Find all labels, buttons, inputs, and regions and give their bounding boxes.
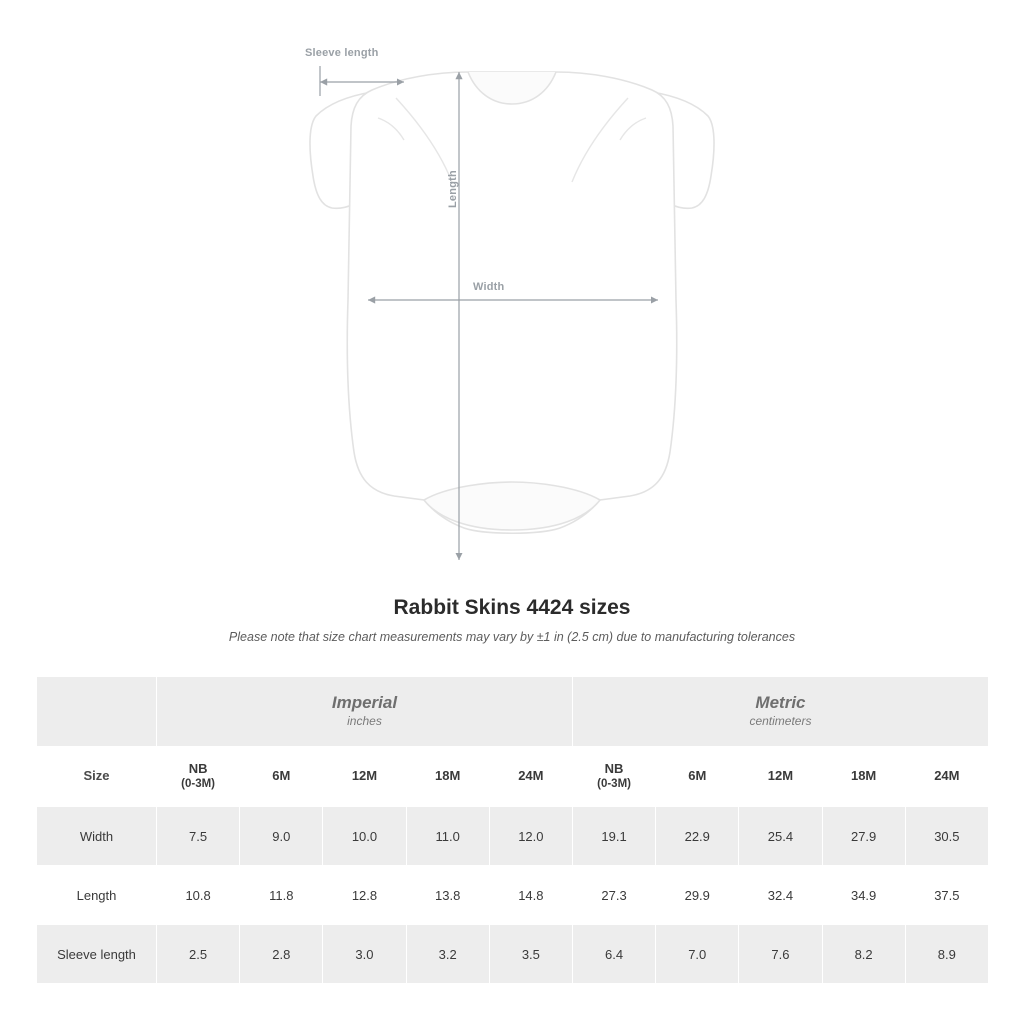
header-col-12m-imperial: 12M bbox=[323, 747, 406, 807]
header-col-label: NB bbox=[188, 761, 208, 777]
row-label-length: Length bbox=[37, 866, 157, 925]
unit-imperial-name: Imperial bbox=[331, 693, 398, 713]
cell-width-18m-in: 11.0 bbox=[406, 807, 489, 866]
tolerance-note: Please note that size chart measurements may vary by ±1 in (2.5 cm) due to manufacturing tolerances bbox=[228, 630, 796, 644]
header-col-sub: (0-3M) bbox=[597, 778, 631, 791]
cell-length-6m-in: 11.8 bbox=[240, 866, 323, 925]
unit-imperial-sub: inches bbox=[347, 713, 382, 728]
cell-width-18m-cm: 27.9 bbox=[822, 807, 905, 866]
cell-sleeve-18m-cm: 8.2 bbox=[822, 925, 905, 984]
cell-sleeve-18m-in: 3.2 bbox=[406, 925, 489, 984]
annotation-length: Length bbox=[447, 170, 459, 208]
header-col-24m-metric: 24M bbox=[905, 747, 988, 807]
cell-length-24m-in: 14.8 bbox=[489, 866, 572, 925]
cell-length-12m-cm: 32.4 bbox=[739, 866, 822, 925]
cell-width-6m-cm: 22.9 bbox=[656, 807, 739, 866]
unit-metric bbox=[572, 677, 988, 747]
cell-sleeve-nb-in: 2.5 bbox=[157, 925, 240, 984]
header-col-nb-metric bbox=[572, 747, 655, 807]
header-col-nb-imperial bbox=[157, 747, 240, 807]
table-row bbox=[37, 925, 989, 984]
cell-sleeve-12m-cm: 7.6 bbox=[739, 925, 822, 984]
header-col-12m-metric: 12M bbox=[739, 747, 822, 807]
cell-sleeve-24m-in: 3.5 bbox=[489, 925, 572, 984]
annotation-width: Width bbox=[473, 281, 505, 293]
cell-sleeve-nb-cm: 6.4 bbox=[572, 925, 655, 984]
header-col-label: NB bbox=[604, 761, 624, 777]
cell-width-12m-cm: 25.4 bbox=[739, 807, 822, 866]
header-col-6m-metric: 6M bbox=[656, 747, 739, 807]
table-row bbox=[37, 866, 989, 925]
cell-sleeve-24m-cm: 8.9 bbox=[905, 925, 988, 984]
cell-length-nb-in: 10.8 bbox=[157, 866, 240, 925]
unit-imperial bbox=[157, 677, 573, 747]
cell-sleeve-6m-in: 2.8 bbox=[240, 925, 323, 984]
annotation-sleeve-length: Sleeve length bbox=[305, 47, 379, 59]
unit-row-spacer bbox=[37, 677, 157, 747]
size-table-wrapper bbox=[36, 676, 988, 984]
cell-sleeve-12m-in: 3.0 bbox=[323, 925, 406, 984]
header-col-6m-imperial: 6M bbox=[240, 747, 323, 807]
cell-width-24m-cm: 30.5 bbox=[905, 807, 988, 866]
row-label-sleeve-length: Sleeve length bbox=[37, 925, 157, 984]
cell-length-12m-in: 12.8 bbox=[323, 866, 406, 925]
page-title: Rabbit Skins 4424 sizes bbox=[393, 596, 631, 619]
cell-length-6m-cm: 29.9 bbox=[656, 866, 739, 925]
size-header-row bbox=[37, 747, 989, 807]
header-col-18m-imperial: 18M bbox=[406, 747, 489, 807]
header-size: Size bbox=[37, 747, 157, 807]
header-col-24m-imperial: 24M bbox=[489, 747, 572, 807]
cell-sleeve-6m-cm: 7.0 bbox=[656, 925, 739, 984]
cell-length-18m-in: 13.8 bbox=[406, 866, 489, 925]
cell-width-12m-in: 10.0 bbox=[323, 807, 406, 866]
cell-length-18m-cm: 34.9 bbox=[822, 866, 905, 925]
cell-length-nb-cm: 27.3 bbox=[572, 866, 655, 925]
unit-metric-sub: centimeters bbox=[749, 713, 812, 728]
cell-width-6m-in: 9.0 bbox=[240, 807, 323, 866]
cell-width-24m-in: 12.0 bbox=[489, 807, 572, 866]
header-col-18m-metric: 18M bbox=[822, 747, 905, 807]
size-table bbox=[36, 676, 989, 984]
header-col-sub: (0-3M) bbox=[181, 778, 216, 791]
unit-metric-name: Metric bbox=[755, 693, 806, 713]
cell-width-nb-in: 7.5 bbox=[157, 807, 240, 866]
table-row bbox=[37, 807, 989, 866]
unit-header-row bbox=[37, 677, 989, 747]
cell-length-24m-cm: 37.5 bbox=[905, 866, 988, 925]
title-block bbox=[0, 596, 1024, 644]
cell-width-nb-cm: 19.1 bbox=[572, 807, 655, 866]
row-label-width: Width bbox=[37, 807, 157, 866]
